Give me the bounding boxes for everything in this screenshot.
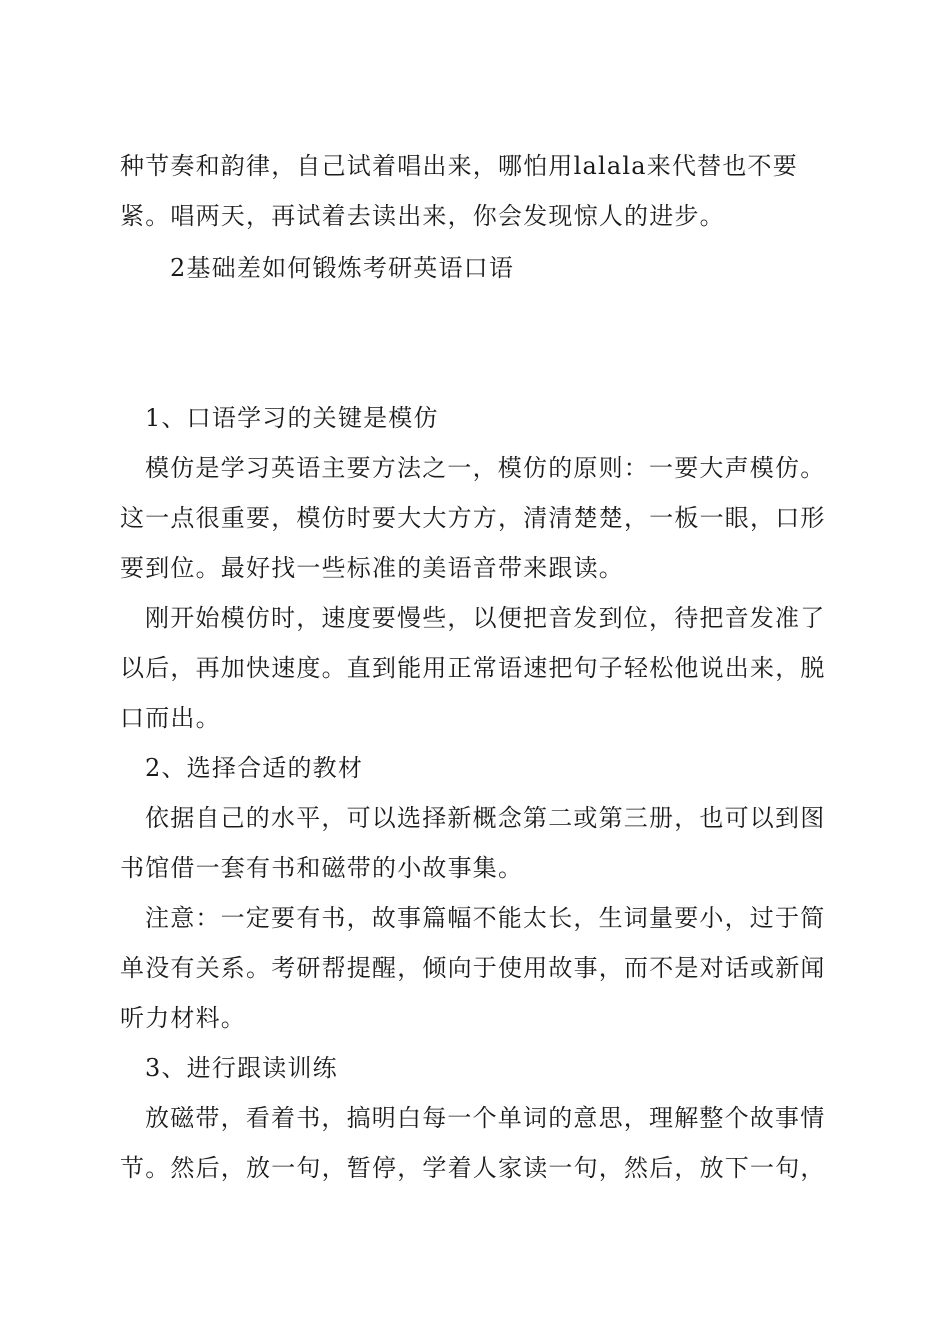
paragraph-line: 以后，再加快速度。直到能用正常语速把句子轻松他说出来，脱 xyxy=(120,654,826,682)
paragraph-line: 单没有关系。考研帮提醒，倾向于使用故事，而不是对话或新闻 xyxy=(120,954,826,982)
paragraph-line: 依据自己的水平，可以选择新概念第二或第三册，也可以到图 xyxy=(145,804,826,832)
subsection-heading: 2、选择合适的教材 xyxy=(145,754,364,782)
paragraph-line: 要到位。最好找一些标准的美语音带来跟读。 xyxy=(120,554,624,582)
paragraph-line: 放磁带，看着书，搞明白每一个单词的意思，理解整个故事情 xyxy=(145,1104,826,1132)
paragraph-line: 口而出。 xyxy=(120,704,221,732)
paragraph-line: 刚开始模仿时，速度要慢些，以便把音发到位，待把音发准了 xyxy=(145,604,826,632)
subsection-heading: 3、进行跟读训练 xyxy=(145,1054,338,1082)
paragraph-line: 节。然后，放一句，暂停，学着人家读一句，然后，放下一句， xyxy=(120,1154,826,1182)
subsection-heading: 1、口语学习的关键是模仿 xyxy=(145,404,439,432)
paragraph-line: 紧。唱两天，再试着去读出来，你会发现惊人的进步。 xyxy=(120,202,725,230)
paragraph-line: 种节奏和韵律，自己试着唱出来，哪怕用lalala来代替也不要 xyxy=(120,152,798,180)
paragraph-line: 这一点很重要，模仿时要大大方方，清清楚楚，一板一眼，口形 xyxy=(120,504,826,532)
paragraph-line: 注意：一定要有书，故事篇幅不能太长，生词量要小，过于简 xyxy=(145,904,826,932)
paragraph-line: 听力材料。 xyxy=(120,1004,246,1032)
paragraph-line: 书馆借一套有书和磁带的小故事集。 xyxy=(120,854,524,882)
section-heading: 2基础差如何锻炼考研英语口语 xyxy=(170,254,515,282)
paragraph-line: 模仿是学习英语主要方法之一，模仿的原则：一要大声模仿。 xyxy=(145,454,826,482)
